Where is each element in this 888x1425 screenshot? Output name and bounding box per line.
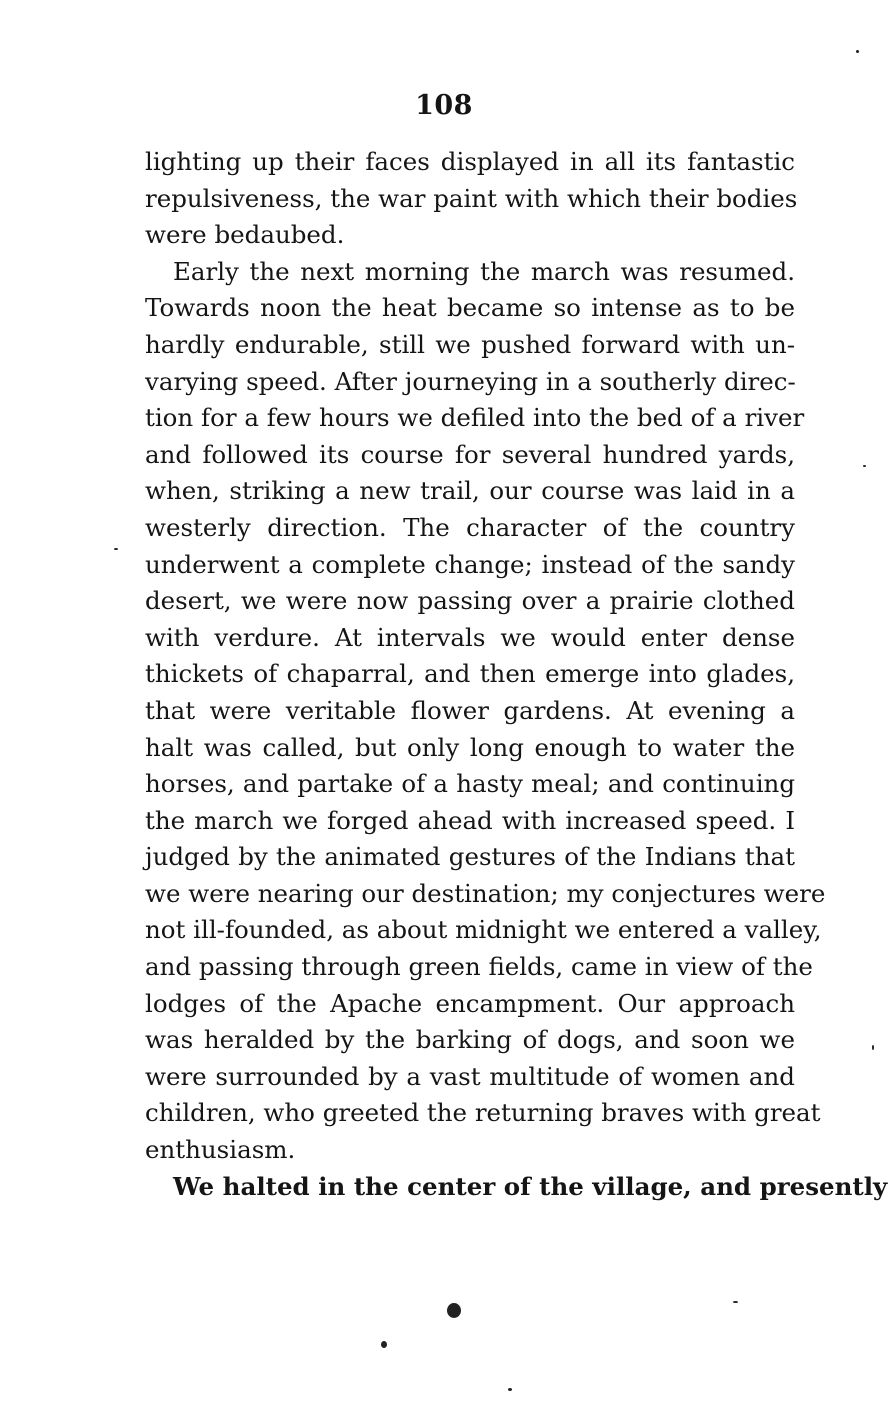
ink-speck: [114, 548, 118, 550]
text-line: tion for a few hours we defiled into the bed of a river: [145, 403, 805, 433]
text-line: lighting up their faces displayed in all its fantastic: [145, 147, 795, 176]
ink-speck: [872, 1045, 874, 1050]
ink-speck: [863, 465, 866, 467]
text-line: that were veritable flower gardens. At evening a: [145, 695, 795, 725]
text-line: when, striking a new trail, our course was laid in a: [145, 476, 795, 506]
text-line: Towards noon the heat became so intense as to be: [145, 293, 795, 323]
text-line: judged by the animated gestures of the Indians that: [145, 842, 795, 872]
text-line: thickets of chaparral, and then emerge into glades,: [145, 659, 795, 689]
ink-speck: [856, 50, 859, 53]
text-line: and followed its course for several hundred yards,: [145, 439, 795, 469]
text-line: lodges of the Apache encampment. Our approach: [145, 988, 795, 1018]
text-line: We halted in the center of the village, and presently: [173, 1171, 888, 1201]
text-line: hardly endurable, still we pushed forward with un-: [145, 329, 795, 359]
text-line: desert, we were now passing over a prairie clothed: [145, 586, 795, 616]
ink-speck: [381, 1341, 387, 1348]
text-line: was heralded by the barking of dogs, and soon we: [145, 1025, 795, 1055]
text-line: enthusiasm.: [145, 1135, 296, 1165]
text-line: Early the next morning the march was resumed.: [173, 256, 795, 286]
text-line: underwent a complete change; instead of the sandy: [145, 549, 795, 579]
text-line: horses, and partake of a hasty meal; and continuing: [145, 769, 795, 799]
ink-speck: [508, 1388, 512, 1391]
page-number: 108: [415, 90, 473, 121]
text-line: halt was called, but only long enough to water the: [145, 732, 795, 762]
text-line: children, who greeted the returning braves with great: [145, 1098, 821, 1128]
ink-speck: [447, 1303, 461, 1318]
text-line: repulsiveness, the war paint with which their bodies: [145, 183, 798, 213]
text-line: were surrounded by a vast multitude of women and: [145, 1061, 795, 1091]
text-line: with verdure. At intervals we would enter dense: [145, 622, 795, 652]
text-line: the march we forged ahead with increased speed. I: [145, 805, 795, 835]
text-line: westerly direction. The character of the country: [145, 512, 795, 542]
text-line: varying speed. After journeying in a southerly direc-: [145, 366, 796, 396]
ink-speck: [733, 1301, 738, 1303]
text-line: not ill-founded, as about midnight we entered a valley,: [145, 915, 822, 945]
body-text: [145, 144, 888, 1205]
text-line: we were nearing our destination; my conjectures were: [145, 878, 826, 908]
text-line: and passing through green fields, came in view of the: [145, 952, 813, 982]
text-line: were bedaubed.: [145, 220, 345, 250]
